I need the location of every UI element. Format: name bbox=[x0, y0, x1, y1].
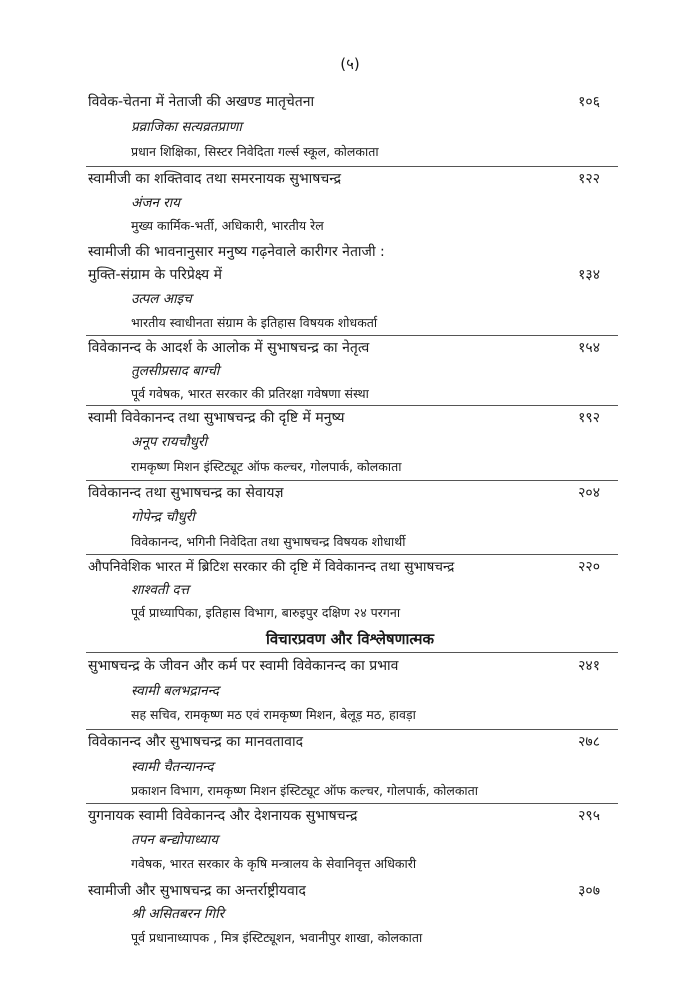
toc-entry-title: युगनायक स्वामी विवेकानन्द और देशनायक सुभाषचन्द्र bbox=[88, 808, 358, 824]
toc-entry-page: १०६ bbox=[578, 94, 600, 110]
toc-entry-author: स्वामी बलभद्रानन्द bbox=[131, 683, 219, 699]
toc-entry-affiliation: गवेषक, भारत सरकार के कृषि मन्त्रालय के सेवानिवृत्त अधिकारी bbox=[131, 856, 417, 871]
divider bbox=[86, 652, 618, 653]
toc-entry-author: शाश्वती दत्त bbox=[131, 582, 189, 598]
toc-entry-author: गोपेन्द्र चौधुरी bbox=[131, 509, 195, 525]
toc-entry-page: १३४ bbox=[578, 267, 600, 283]
toc-entry-page: ३०७ bbox=[578, 883, 600, 899]
toc-entry-author: तपन बन्द्योपाध्याय bbox=[131, 832, 219, 848]
toc-entry-author: प्रव्राजिका सत्यव्रतप्राणा bbox=[131, 119, 242, 135]
divider bbox=[86, 554, 618, 555]
divider bbox=[86, 729, 618, 730]
toc-entry-title: स्वामीजी की भावनानुसार मनुष्य गढ़नेवाले कारीगर नेताजी : bbox=[88, 244, 385, 260]
toc-entry-author: तुलसीप्रसाद बाग्ची bbox=[131, 363, 220, 379]
toc-entry-affiliation: प्रकाशन विभाग, रामकृष्ण मिशन इंस्टिट्यूट ऑफ कल्चर, गोलपार्क, कोलकाता bbox=[131, 783, 479, 798]
toc-entry-title: औपनिवेशिक भारत में ब्रिटिश सरकार की दृष्टि में विवेकानन्द तथा सुभाषचन्द्र bbox=[88, 559, 455, 575]
toc-entry-affiliation: रामकृष्ण मिशन इंस्टिट्यूट ऑफ कल्चर, गोलपार्क, कोलकाता bbox=[131, 459, 402, 474]
toc-entry-page: २४१ bbox=[578, 658, 600, 674]
toc-entry-title: स्वामीजी का शक्तिवाद तथा समरनायक सुभाषचन्द्र bbox=[88, 171, 342, 187]
toc-entry-page: १५४ bbox=[578, 340, 600, 356]
divider bbox=[86, 405, 618, 406]
toc-entry-affiliation: पूर्व प्राध्यापिका, इतिहास विभाग, बारुइपुर दक्षिण २४ परगना bbox=[131, 605, 401, 620]
divider bbox=[86, 166, 618, 167]
toc-entry-affiliation: पूर्व प्रधानाध्यापक , मित्र इंस्टिट्यूशन, भवानीपुर शाखा, कोलकाता bbox=[131, 930, 423, 945]
toc-entry-author: अंजन राय bbox=[131, 195, 180, 211]
toc-entry-page: २९५ bbox=[578, 808, 600, 824]
toc-entry-title: सुभाषचन्द्र के जीवन और कर्म पर स्वामी विवेकानन्द का प्रभाव bbox=[88, 658, 399, 674]
toc-entry-affiliation: विवेकानन्द, भगिनी निवेदिता तथा सुभाषचन्द्र विषयक शोधार्थी bbox=[131, 534, 406, 549]
toc-entry-affiliation: प्रधान शिक्षिका, सिस्टर निवेदिता गर्ल्स स्कूल, कोलकाता bbox=[131, 144, 379, 159]
toc-entry-page: १९२ bbox=[578, 410, 600, 426]
toc-entry-page: २७८ bbox=[578, 734, 600, 750]
toc-entry-title: विवेकानन्द तथा सुभाषचन्द्र का सेवायज्ञ bbox=[88, 485, 284, 501]
toc-entry-author: अनूप रायचौधुरी bbox=[131, 434, 208, 450]
divider bbox=[86, 480, 618, 481]
toc-entry-title: स्वामीजी और सुभाषचन्द्र का अन्तर्राष्ट्रीयवाद bbox=[88, 883, 306, 899]
toc-entry-affiliation: पूर्व गवेषक, भारत सरकार की प्रतिरक्षा गवेषणा संस्था bbox=[131, 386, 369, 401]
toc-entry-author: स्वामी चैतन्यानन्द bbox=[131, 759, 214, 775]
toc-entry-affiliation: मुख्य कार्मिक-भर्ती, अधिकारी, भारतीय रेल bbox=[131, 218, 324, 233]
toc-entry-title: विवेकानन्द के आदर्श के आलोक में सुभाषचन्द्र का नेतृत्व bbox=[88, 340, 370, 356]
section-heading: विचारप्रवण और विश्लेषणात्मक bbox=[265, 630, 435, 648]
toc-entry-title: विवेकानन्द और सुभाषचन्द्र का मानवतावाद bbox=[88, 734, 304, 750]
toc-entry-page: २०४ bbox=[578, 485, 600, 501]
toc-entry-title-line2: मुक्ति-संग्राम के परिप्रेक्ष्य में bbox=[88, 267, 222, 283]
toc-entry-affiliation: भारतीय स्वाधीनता संग्राम के इतिहास विषयक शोधकर्ता bbox=[131, 315, 378, 330]
toc-entry-affiliation: सह सचिव, रामकृष्ण मठ एवं रामकृष्ण मिशन, बेलूड़ मठ, हावड़ा bbox=[131, 707, 416, 722]
divider bbox=[86, 335, 618, 336]
toc-entry-page: २२० bbox=[578, 559, 600, 575]
toc-entry-page: १२२ bbox=[578, 171, 600, 187]
divider bbox=[86, 803, 618, 804]
toc-entry-title: स्वामी विवेकानन्द तथा सुभाषचन्द्र की दृष्टि में मनुष्य bbox=[88, 410, 345, 426]
toc-entry-title: विवेक-चेतना में नेताजी की अखण्ड मातृचेतना bbox=[88, 94, 315, 110]
toc-entry-author: उत्पल आइच bbox=[131, 291, 192, 307]
toc-entry-author: श्री असितबरन गिरि bbox=[131, 906, 225, 922]
page-number: (५) bbox=[340, 55, 360, 73]
